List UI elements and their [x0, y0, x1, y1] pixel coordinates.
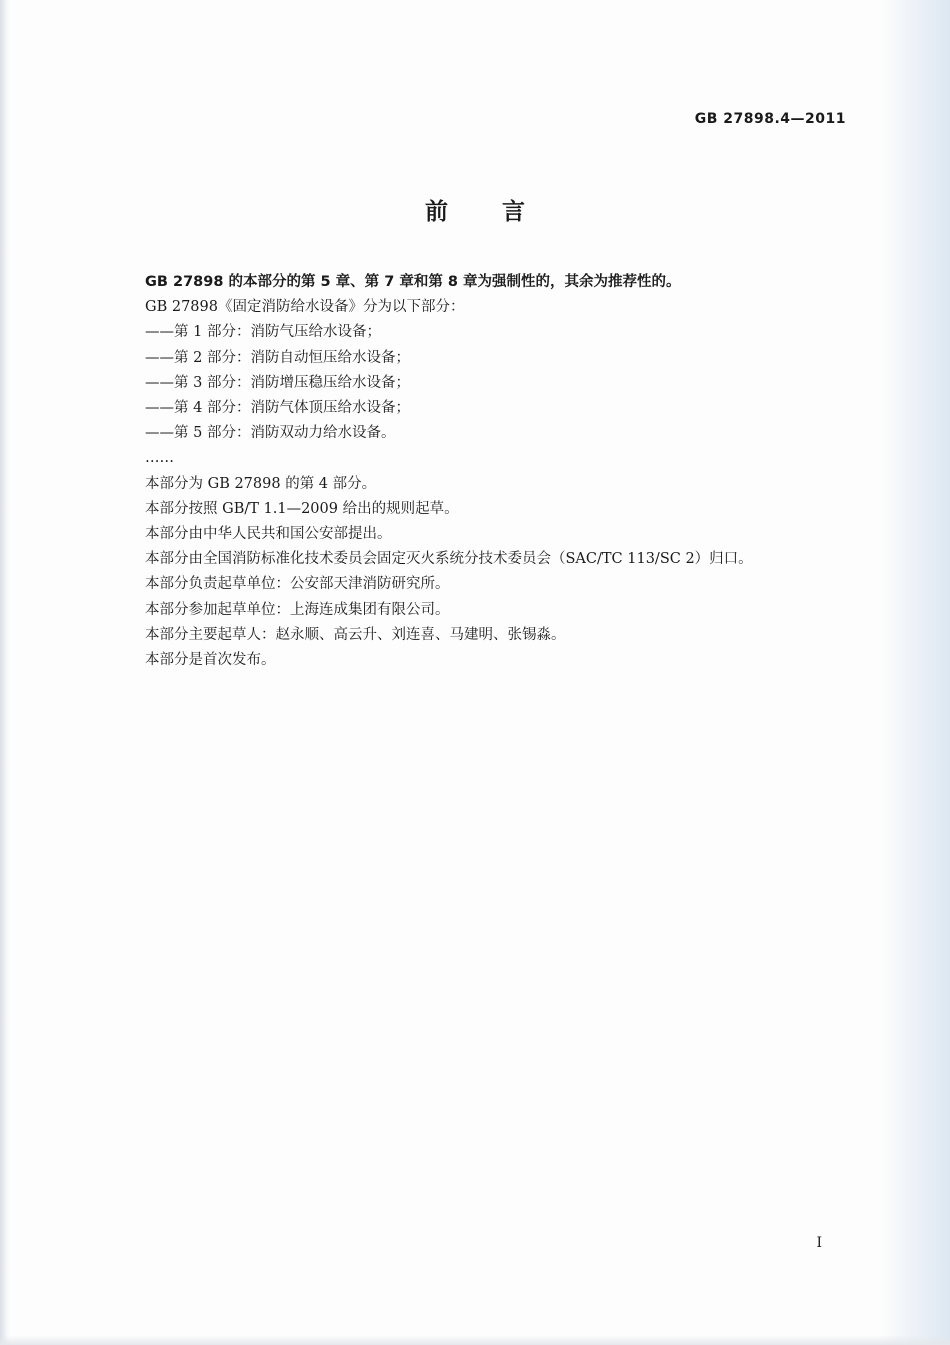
list-item-part-3: ——第 3 部分：消防增压稳压给水设备； [145, 374, 410, 391]
list-item-part-4: ——第 4 部分：消防气体顶压给水设备； [145, 400, 410, 417]
foreword-body [145, 270, 835, 673]
scan-edge-bottom [0, 1335, 950, 1345]
paragraph-committee: 本部分由全国消防标准化技术委员会固定灭火系统分技术委员会（SAC/TC 113/SC 2）归口。 [145, 551, 753, 568]
paragraph-lead-drafter: 本部分负责起草单位：公安部天津消防研究所。 [145, 576, 450, 593]
paragraph-proposer: 本部分由中华人民共和国公安部提出。 [145, 526, 392, 543]
paragraph-main-drafters: 本部分主要起草人：赵永顺、高云升、刘连喜、马建明、张锡淼。 [145, 626, 566, 643]
paragraph-first-release: 本部分是首次发布。 [145, 652, 276, 669]
paragraph-drafting-rules: 本部分按照 GB/T 1.1—2009 给出的规则起草。 [145, 500, 459, 517]
paragraph-participating-drafter: 本部分参加起草单位：上海连成集团有限公司。 [145, 601, 450, 618]
paragraph-mandatory-chapters: GB 27898 的本部分的第 5 章、第 7 章和第 8 章为强制性的，其余为推荐性的。 [145, 274, 681, 290]
document-code: GB 27898.4—2011 [694, 111, 846, 127]
list-item-part-2: ——第 2 部分：消防自动恒压给水设备； [145, 349, 410, 366]
list-item-part-5: ——第 5 部分：消防双动力给水设备。 [145, 425, 396, 442]
list-item-part-1: ——第 1 部分：消防气压给水设备； [145, 324, 381, 341]
page-number: I [816, 1235, 822, 1251]
paragraph-this-part: 本部分为 GB 27898 的第 4 部分。 [145, 475, 377, 492]
paragraph-parts-intro: GB 27898《固定消防给水设备》分为以下部分： [145, 299, 465, 316]
ellipsis: …… [145, 450, 174, 467]
page-title: 前言 [425, 199, 579, 225]
